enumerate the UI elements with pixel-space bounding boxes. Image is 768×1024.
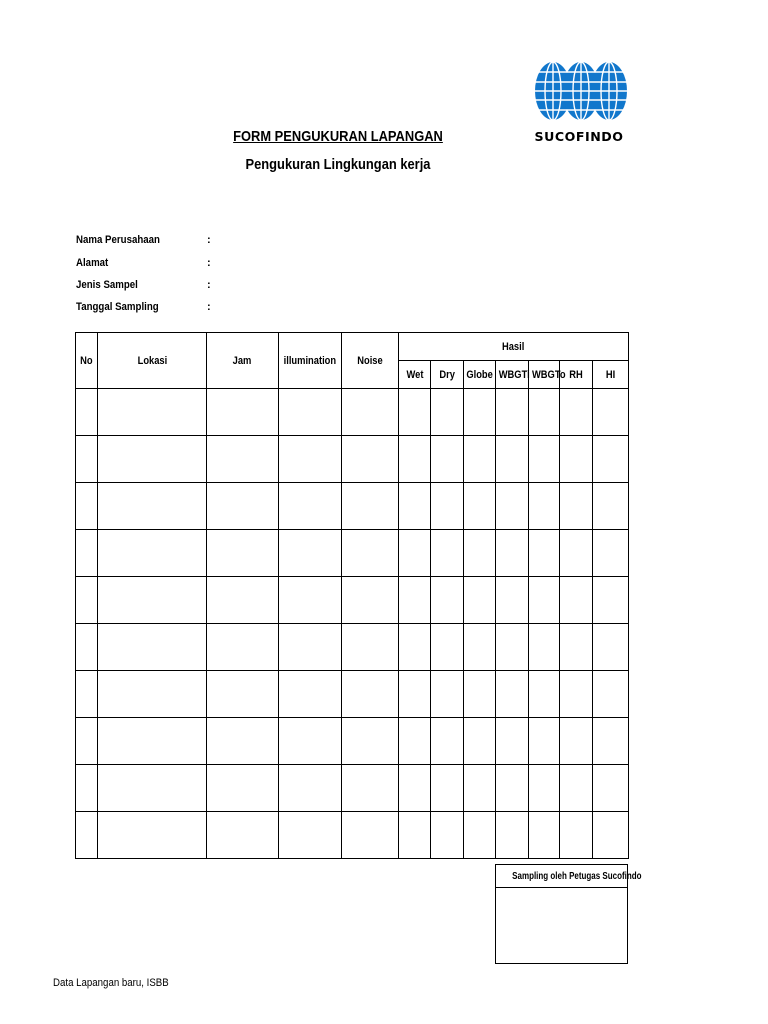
field-colon: : [207, 257, 211, 269]
table-cell[interactable] [342, 530, 399, 577]
table-cell[interactable] [529, 483, 560, 530]
table-cell[interactable] [431, 389, 464, 436]
table-cell[interactable] [342, 718, 399, 765]
table-row [76, 436, 629, 483]
table-cell[interactable] [342, 671, 399, 718]
table-cell[interactable] [279, 483, 342, 530]
table-cell[interactable] [593, 389, 629, 436]
table-cell[interactable] [496, 530, 529, 577]
table-cell[interactable] [279, 812, 342, 859]
header-illumination: illumination [279, 333, 342, 389]
table-cell[interactable] [207, 577, 279, 624]
table-cell[interactable] [76, 671, 98, 718]
table-cell[interactable] [399, 718, 431, 765]
table-cell[interactable] [207, 436, 279, 483]
table-header [76, 333, 629, 389]
table-cell[interactable] [529, 530, 560, 577]
table-cell[interactable] [76, 577, 98, 624]
table-cell[interactable] [76, 483, 98, 530]
table-row [76, 624, 629, 671]
table-cell[interactable] [207, 530, 279, 577]
table-cell[interactable] [560, 624, 593, 671]
table-cell[interactable] [431, 530, 464, 577]
table-cell[interactable] [529, 812, 560, 859]
signature-label: Sampling oleh Petugas Sucofindo [496, 865, 628, 888]
header-wet: Wet [399, 361, 431, 389]
logo-wordmark: SUCOFINDO [534, 130, 624, 144]
table-cell[interactable] [496, 765, 529, 812]
table-cell[interactable] [399, 765, 431, 812]
table-cell[interactable] [279, 577, 342, 624]
header-rh: RH [560, 361, 593, 389]
signature-box [495, 864, 642, 964]
sucofindo-logo [533, 60, 629, 144]
table-cell[interactable] [529, 577, 560, 624]
table-cell[interactable] [593, 718, 629, 765]
header-no: No [76, 333, 98, 389]
table-cell[interactable] [342, 483, 399, 530]
table-cell[interactable] [399, 812, 431, 859]
header-hasil: Hasil [399, 333, 629, 361]
table-cell[interactable] [560, 577, 593, 624]
table-cell[interactable] [431, 671, 464, 718]
table-cell[interactable] [464, 671, 496, 718]
table-cell[interactable] [76, 765, 98, 812]
table-cell[interactable] [431, 436, 464, 483]
table-cell[interactable] [76, 718, 98, 765]
table-cell[interactable] [76, 530, 98, 577]
table-cell[interactable] [98, 389, 207, 436]
table-cell[interactable] [342, 812, 399, 859]
table-cell[interactable] [207, 671, 279, 718]
header-wbgto: WBGTo [529, 361, 560, 389]
table-cell[interactable] [98, 671, 207, 718]
table-cell[interactable] [399, 530, 431, 577]
table-cell[interactable] [593, 530, 629, 577]
table-cell[interactable] [464, 436, 496, 483]
table-cell[interactable] [560, 483, 593, 530]
header-hi: HI [593, 361, 629, 389]
table-cell[interactable] [464, 624, 496, 671]
header-globe: Globe [464, 361, 496, 389]
table-cell[interactable] [279, 718, 342, 765]
table-cell[interactable] [98, 765, 207, 812]
table-cell[interactable] [342, 577, 399, 624]
table-cell[interactable] [593, 624, 629, 671]
header-lokasi: Lokasi [98, 333, 207, 389]
table-cell[interactable] [593, 812, 629, 859]
table-row [76, 718, 629, 765]
table-cell[interactable] [464, 718, 496, 765]
table-cell[interactable] [279, 671, 342, 718]
header-wbgti: WBGTi [496, 361, 529, 389]
table-cell[interactable] [560, 530, 593, 577]
table-cell[interactable] [560, 718, 593, 765]
table-cell[interactable] [529, 624, 560, 671]
table-cell[interactable] [496, 436, 529, 483]
table-cell[interactable] [560, 812, 593, 859]
table-cell[interactable] [207, 389, 279, 436]
table-cell[interactable] [98, 436, 207, 483]
table-cell[interactable] [342, 624, 399, 671]
footer-note: Data Lapangan baru, ISBB [53, 977, 169, 989]
table-row [76, 389, 629, 436]
table-cell[interactable] [529, 436, 560, 483]
table-cell[interactable] [496, 624, 529, 671]
table-cell[interactable] [342, 436, 399, 483]
field-colon: : [207, 301, 211, 313]
table-cell[interactable] [593, 671, 629, 718]
table-cell[interactable] [98, 577, 207, 624]
field-label-jenis-sampel: Jenis Sampel [76, 279, 138, 291]
table-cell[interactable] [207, 624, 279, 671]
globe-logo-icon [533, 60, 629, 124]
table-cell[interactable] [207, 765, 279, 812]
table-row [76, 812, 629, 859]
table-cell[interactable] [593, 577, 629, 624]
header-jam: Jam [207, 333, 279, 389]
table-cell[interactable] [464, 483, 496, 530]
table-cell[interactable] [496, 577, 529, 624]
header-noise: Noise [342, 333, 399, 389]
table-cell[interactable] [529, 389, 560, 436]
table-cell[interactable] [399, 389, 431, 436]
field-label-alamat: Alamat [76, 257, 109, 269]
table-cell[interactable] [593, 483, 629, 530]
table-cell[interactable] [431, 483, 464, 530]
table-cell[interactable] [98, 718, 207, 765]
table-cell[interactable] [207, 718, 279, 765]
table-cell[interactable] [431, 577, 464, 624]
field-colon: : [207, 234, 211, 246]
table-cell[interactable] [593, 436, 629, 483]
table-cell[interactable] [560, 436, 593, 483]
table-cell[interactable] [279, 530, 342, 577]
table-cell[interactable] [98, 812, 207, 859]
table-row [76, 671, 629, 718]
table-cell[interactable] [207, 483, 279, 530]
table-cell[interactable] [496, 812, 529, 859]
table-cell[interactable] [76, 436, 98, 483]
table-cell[interactable] [98, 530, 207, 577]
table-cell[interactable] [560, 765, 593, 812]
table-cell[interactable] [207, 812, 279, 859]
table-cell[interactable] [496, 389, 529, 436]
table-cell[interactable] [431, 765, 464, 812]
table-cell[interactable] [76, 624, 98, 671]
table-cell[interactable] [529, 671, 560, 718]
table-row [76, 530, 629, 577]
table-cell[interactable] [399, 577, 431, 624]
field-label-tanggal-sampling: Tanggal Sampling [76, 301, 159, 313]
table-cell[interactable] [279, 389, 342, 436]
table-cell[interactable] [399, 671, 431, 718]
table-cell[interactable] [529, 765, 560, 812]
table-cell[interactable] [76, 812, 98, 859]
table-cell[interactable] [431, 812, 464, 859]
table-cell[interactable] [98, 483, 207, 530]
table-cell[interactable] [279, 765, 342, 812]
table-row [76, 765, 629, 812]
table-cell[interactable] [496, 671, 529, 718]
table-cell[interactable] [560, 389, 593, 436]
table-body [76, 389, 629, 859]
table-cell[interactable] [98, 624, 207, 671]
table-cell[interactable] [76, 389, 98, 436]
table-cell[interactable] [464, 812, 496, 859]
table-cell[interactable] [560, 671, 593, 718]
table-cell[interactable] [279, 436, 342, 483]
form-title: FORM PENGUKURAN LAPANGAN [233, 128, 443, 145]
table-cell[interactable] [496, 483, 529, 530]
table-cell[interactable] [342, 765, 399, 812]
table-cell[interactable] [279, 624, 342, 671]
table-cell[interactable] [464, 765, 496, 812]
table-cell[interactable] [399, 436, 431, 483]
table-cell[interactable] [529, 718, 560, 765]
field-label-nama-perusahaan: Nama Perusahaan [76, 234, 160, 246]
table-cell[interactable] [399, 483, 431, 530]
table-cell[interactable] [431, 718, 464, 765]
measurement-table [75, 332, 629, 859]
table-cell[interactable] [464, 577, 496, 624]
header-dry: Dry [431, 361, 464, 389]
table-cell[interactable] [464, 389, 496, 436]
table-cell[interactable] [593, 765, 629, 812]
table-cell[interactable] [399, 624, 431, 671]
table-row [76, 483, 629, 530]
table-row [76, 577, 629, 624]
signature-area[interactable] [496, 888, 628, 964]
table-cell[interactable] [464, 530, 496, 577]
field-colon: : [207, 279, 211, 291]
table-cell[interactable] [342, 389, 399, 436]
form-subtitle: Pengukuran Lingkungan kerja [245, 156, 431, 173]
table-cell[interactable] [496, 718, 529, 765]
table-cell[interactable] [431, 624, 464, 671]
